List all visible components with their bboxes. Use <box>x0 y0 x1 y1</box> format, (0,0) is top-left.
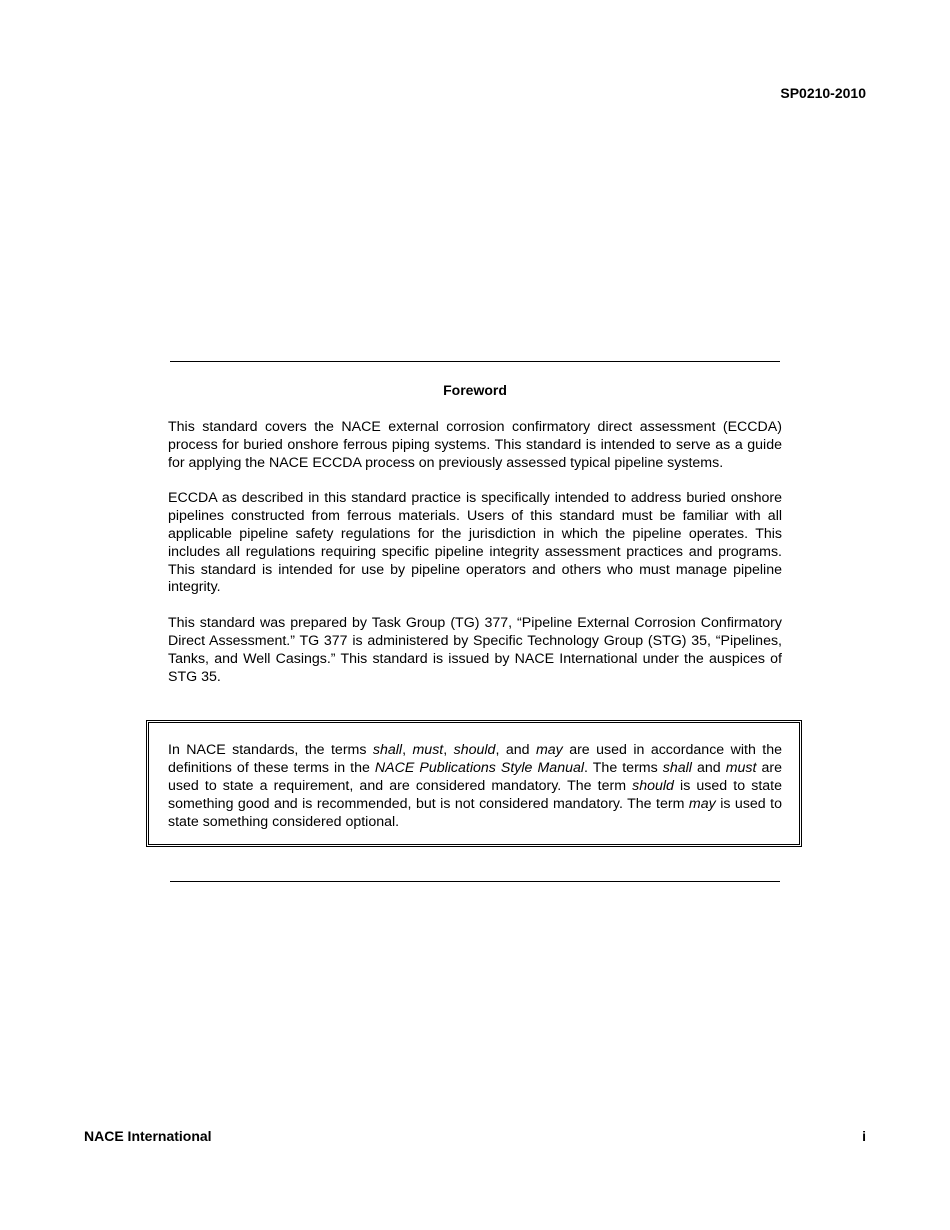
footer-organization: NACE International <box>84 1128 212 1144</box>
notice-text-segment: , and <box>495 742 536 758</box>
term-should: should <box>453 742 496 758</box>
terminology-notice-text <box>168 741 782 831</box>
term-shall: shall <box>662 760 692 776</box>
foreword-paragraph-1: This standard covers the NACE external corrosion confirmatory direct assessment (ECCDA) process for buried onshore ferrous piping systems. This standard is intended to serve as a guide for applying the NACE ECCDA process on previously assessed typical pipeline systems. <box>168 419 782 471</box>
notice-text-segment: are used in accordance with the definitions of these terms in the <box>168 742 783 776</box>
term-must: must <box>412 742 444 758</box>
term-may: may <box>535 742 563 758</box>
term-should: should <box>632 778 674 794</box>
notice-text-segment: In NACE standards, the terms <box>168 742 373 758</box>
notice-text-segment: is used to state something good and is recommended, but is not considered mandatory. The term <box>168 778 782 812</box>
document-id: SP0210-2010 <box>780 85 866 101</box>
foreword-heading: Foreword <box>443 382 507 398</box>
foreword-body <box>168 419 782 686</box>
notice-text-segment: , <box>443 742 454 758</box>
style-manual-title: NACE Publications Style Manual <box>374 760 585 776</box>
foreword-paragraph-2: ECCDA as described in this standard practice is specifically intended to address buried onshore pipelines constructed from ferrous materials. Users of this standard must be familiar with all applicable pipeline safety regulations for the jurisdiction in which the pipeline operates. This includes all regulations requiring specific pipeline integrity assessment practices and programs. This standard is intended for use by pipeline operators and others who must manage pipeline integrity. <box>168 490 782 596</box>
notice-text-segment: are used to state a requirement, and are considered mandatory. The term <box>168 760 783 794</box>
term-may: may <box>688 796 716 812</box>
term-shall: shall <box>372 742 403 758</box>
notice-text-segment: , <box>402 742 413 758</box>
footer-page-number: i <box>862 1128 866 1144</box>
notice-text-segment: and <box>691 760 726 776</box>
bottom-divider <box>170 881 780 882</box>
term-must: must <box>725 760 757 776</box>
notice-text-segment: . The terms <box>584 760 663 776</box>
terminology-notice-box <box>146 720 802 847</box>
top-divider <box>170 361 780 362</box>
notice-text-segment: is used to state something considered optional. <box>168 796 782 830</box>
foreword-paragraph-3: This standard was prepared by Task Group (TG) 377, “Pipeline External Corrosion Confirmatory Direct Assessment.” TG 377 is administered by Specific Technology Group (STG) 35, “Pipelines, Tanks, and Well Casings.” This standard is issued by NACE International under the auspices of STG 35. <box>168 615 782 685</box>
